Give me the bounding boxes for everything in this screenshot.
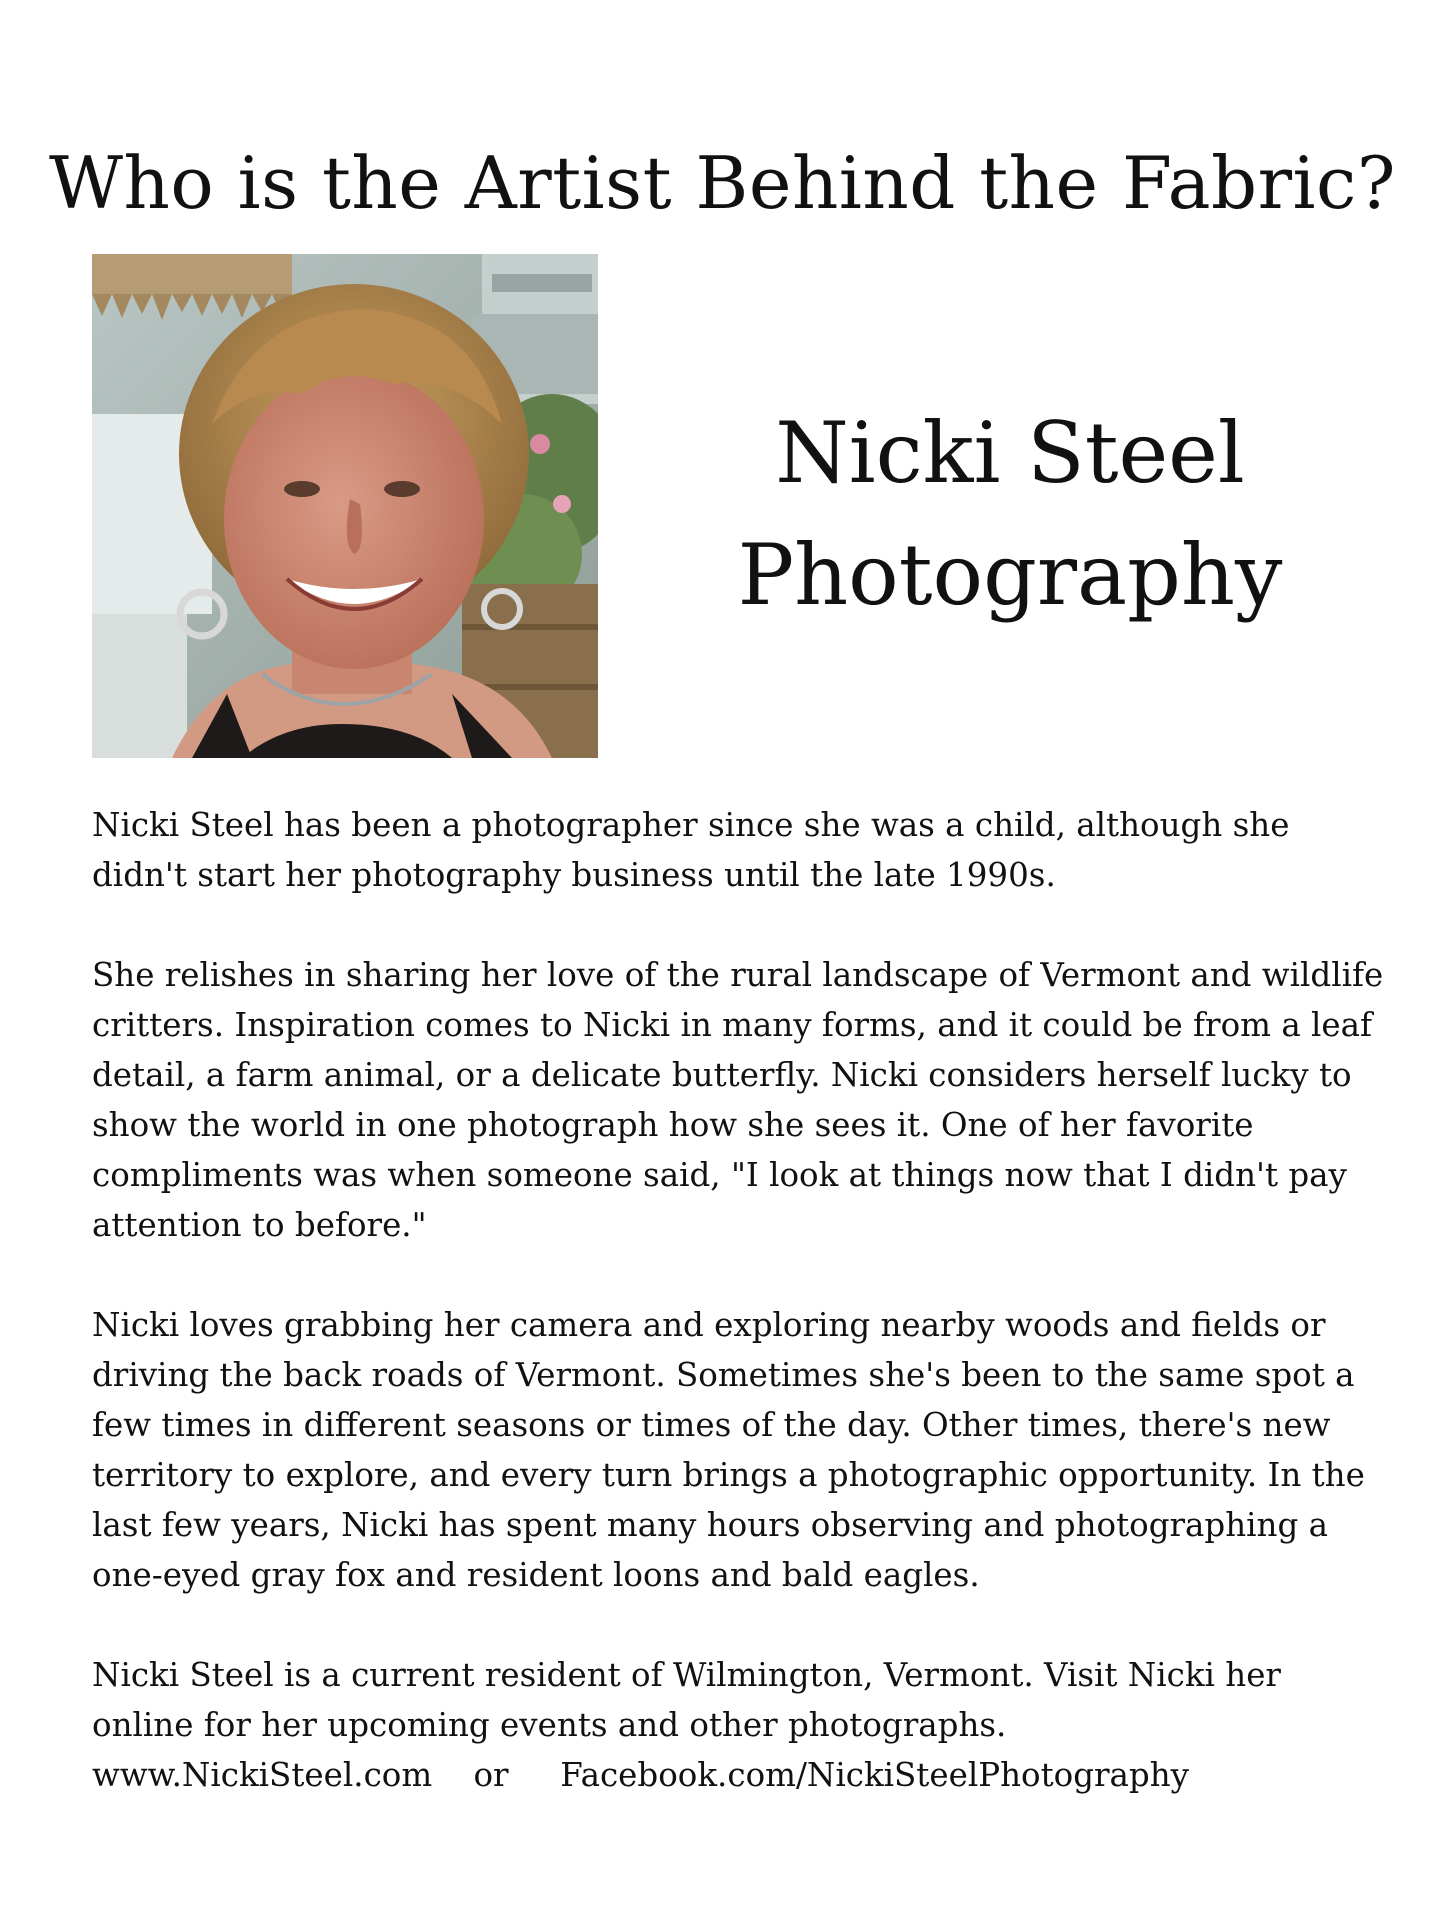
bio-text <box>92 800 1392 1800</box>
links-line <box>92 1756 1189 1794</box>
bio-paragraph-contact <box>92 1650 1392 1800</box>
brand-line-1: Nicki Steel <box>775 404 1245 502</box>
facebook-link[interactable]: Facebook.com/NickiSteelPhotography <box>560 1756 1190 1794</box>
portrait-photo <box>92 254 598 758</box>
bio-paragraph: Nicki Steel has been a photographer since she was a child, although she didn't start her photography business until the late 1990s. <box>92 806 1290 894</box>
bio-paragraph: Nicki loves grabbing her camera and exploring nearby woods and fields or driving the back roads of Vermont. Sometimes she's been to the same spot a few times in different seasons or times of the day. Other times, there's new territory to explore, and every turn brings a photographic opportunity. In the last few years, Nicki has spent many hours observing and photographing a one-eyed gray fox and resident loons and bald eagles. <box>92 1306 1365 1594</box>
website-link[interactable]: www.NickiSteel.com <box>92 1756 433 1794</box>
page-title: Who is the Artist Behind the Fabric? <box>49 141 1396 225</box>
brand-line-2: Photography <box>737 526 1283 624</box>
link-separator: or <box>473 1756 509 1794</box>
brand-name <box>660 392 1360 636</box>
bio-closing-text: Nicki Steel is a current resident of Wilmington, Vermont. Visit Nicki her online for her upcoming events and other photographs. <box>92 1656 1281 1744</box>
bio-paragraph: She relishes in sharing her love of the rural landscape of Vermont and wildlife critters. Inspiration comes to Nicki in many forms, and it could be from a leaf detail, a farm animal, or a delicate butterfly. Nicki considers herself lucky to show the world in one photograph how she sees it. One of her favorite compliments was when someone said, "I look at things now that I didn't pay attention to before." <box>92 956 1384 1244</box>
